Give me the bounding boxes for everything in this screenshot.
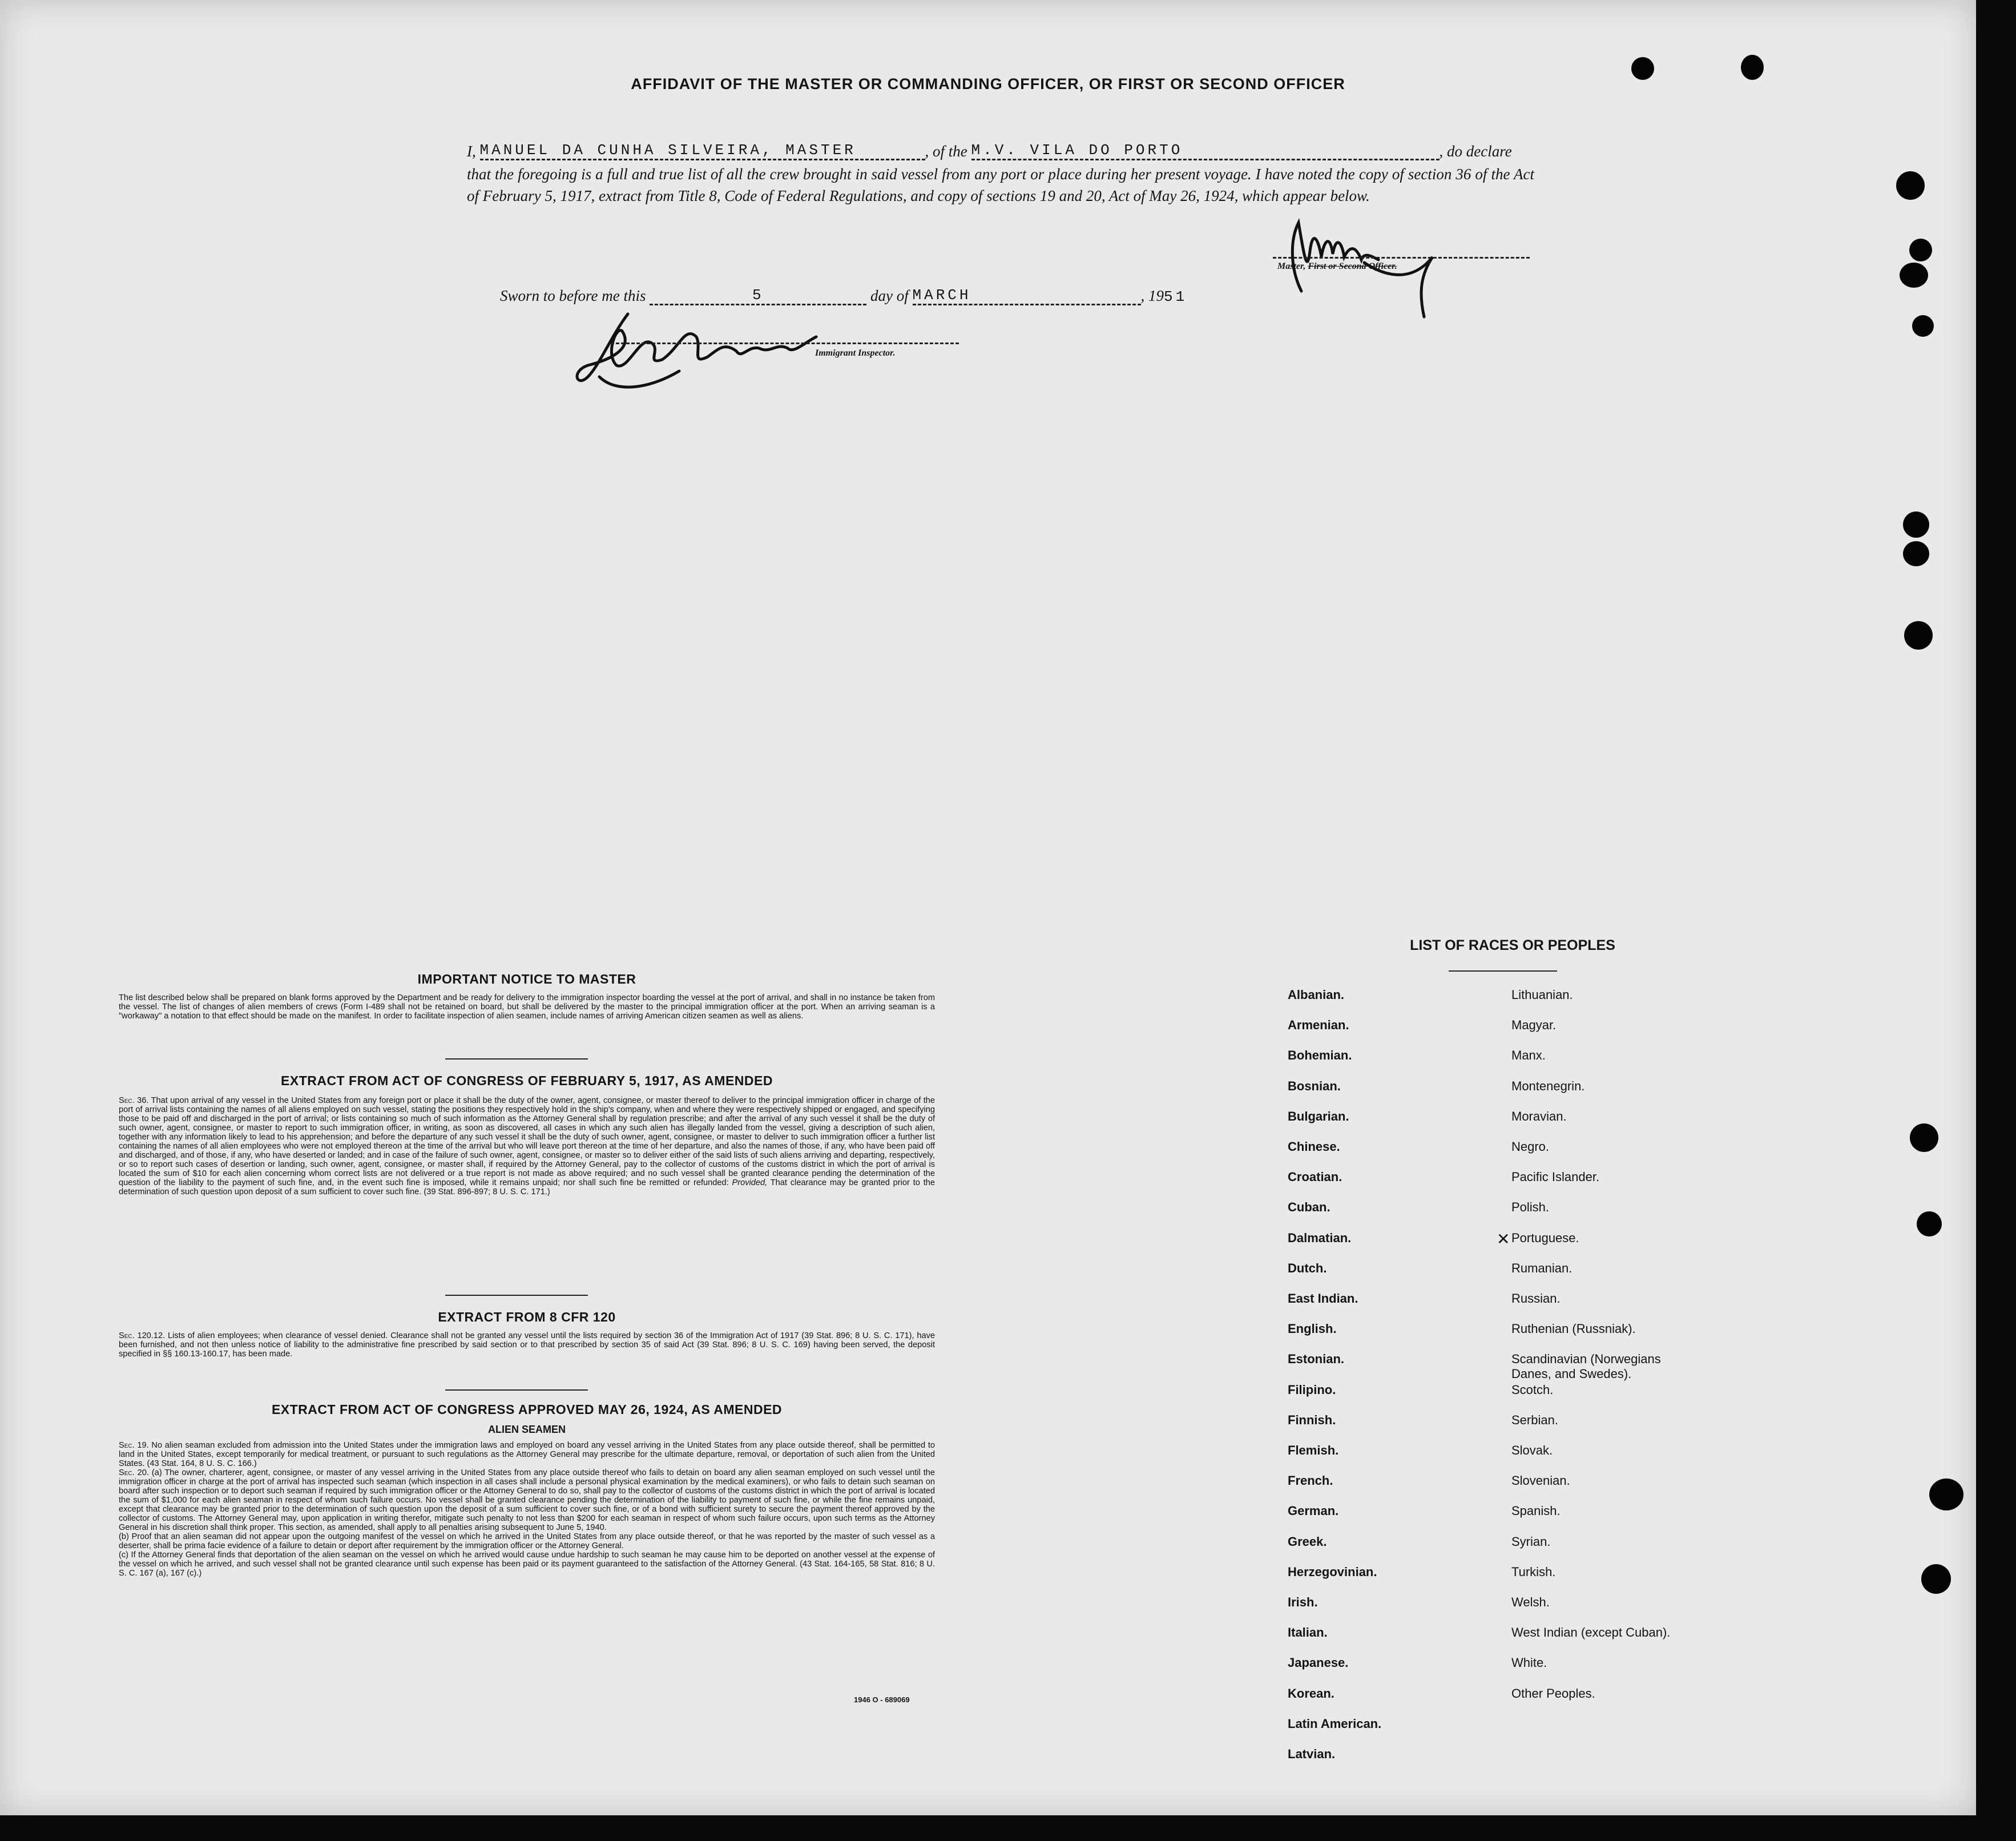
year-prefix: , 19 xyxy=(1140,287,1164,304)
race-item: Montenegrin. xyxy=(1511,1078,1585,1093)
race-item: German. xyxy=(1288,1504,1339,1518)
race-item: Slovenian. xyxy=(1511,1473,1570,1488)
race-item: Scotch. xyxy=(1511,1382,1554,1397)
race-item: Croatian. xyxy=(1288,1170,1342,1185)
affidavit-line-1 xyxy=(467,142,1534,160)
race-item: Turkish. xyxy=(1511,1564,1556,1579)
race-item: Slovak. xyxy=(1511,1443,1553,1457)
vessel-field: M.V. VILA DO PORTO xyxy=(971,142,1440,160)
race-item: White. xyxy=(1511,1655,1547,1670)
sec-20c-paragraph: (c) If the Attorney General finds that deportation of the alien seaman on the vessel on which he arrived would cause undue hardship to such seaman he may cause him to be deported on another vessel at the expense of the vessel on which he arrived, and such vessel shall not be granted clearance until such expense has been paid or its payment guaranteed to the satisfaction of the Attorney General. (43 Stat. 164-165, 58 Stat. 816; 8 U. S. C. 167 (a), 167 (c).) xyxy=(119,1550,935,1578)
race-item: Other Peoples. xyxy=(1511,1686,1595,1701)
sec-20-label: Sec. 20. xyxy=(119,1468,149,1477)
race-item: Armenian. xyxy=(1288,1018,1349,1033)
race-item: Serbian. xyxy=(1511,1412,1558,1427)
race-item: Pacific Islander. xyxy=(1511,1170,1600,1185)
document-title: AFFIDAVIT OF THE MASTER OR COMMANDING OFFICER, OR FIRST OR SECOND OFFICER xyxy=(631,75,1345,92)
punch-hole xyxy=(1917,1211,1942,1236)
sec-120-body: Lists of alien employees; when clearance of vessel denied. Clearance shall not be granted any vessel until the lists required by section 36 of the Immigration Act of 1917 (39 Stat. 896; 8 U. S. C. 171), have been furnished, and not then unless notice of liability to the administrative fine prescribed by said section or to that prescribed by section 35 of said Act (39 Stat. 896; 8 U. S. C. 169) having been served, the deposit specified in §§ 160.13-160.17, has been made. xyxy=(119,1331,935,1359)
race-item: Estonian. xyxy=(1288,1352,1345,1367)
punch-hole xyxy=(1910,1123,1938,1152)
sec-120-label: Sec. 120.12. xyxy=(119,1331,166,1340)
race-item: West Indian (except Cuban). xyxy=(1511,1625,1671,1640)
race-item: Cuban. xyxy=(1288,1200,1330,1215)
extract-1924-text xyxy=(119,1441,935,1578)
sec-20a-body: (a) The owner, charterer, agent, consignee, or master of any vessel arriving in the United States from any place outside thereof who fails to detain on board any alien seaman employed on such vessel until the immigration officer in charge at the port of arrival has inspected such seaman (which inspection in all cases shall include a personal physical examination by the medical examiners), or who fails to detain such seaman on board after such inspection or to deport such seaman if required by such immigration officer or the Attorney General to do so, shall pay to the collector of customs of the customs district in which the port of arrival is located the sum of $1,000 for each alien seaman in respect of whom such failure occurs. No vessel shall be granted clearance pending the determination of the liability to payment of such fine, or while the fine remains unpaid, except that clearance may be granted prior to the determination of such question upon the deposit of a sum sufficient to cover such fine, or of a bond with sufficient surety to secure the payment thereof approved by the collector of customs. The Attorney General may, upon application in writing therefor, mitigate such penalty to not less than $200 for each seaman in respect of whom such failure occurs, upon such terms as the Attorney General in his discretion shall think proper. This section, as amended, shall apply to all penalties arising subsequent to June 5, 1940. xyxy=(119,1468,935,1532)
race-item: Latvian. xyxy=(1288,1747,1336,1761)
extract-8cfr-title: EXTRACT FROM 8 CFR 120 xyxy=(438,1310,616,1324)
sworn-day-field: 5 xyxy=(650,287,866,305)
race-item: Dalmatian. xyxy=(1288,1230,1352,1245)
extract-1917-text xyxy=(119,1096,935,1197)
sworn-month-field: MARCH xyxy=(913,287,1141,305)
sec-20b-paragraph: (b) Proof that an alien seaman did not appear upon the outgoing manifest of the vessel on which he arrived in the United States from any place outside thereof, or that he was reported by the master of such vessel as a deserter, shall be prima facie evidence of a failure to detain or deport after requirement by the immigration officer or the Attorney General. xyxy=(119,1532,935,1550)
punch-hole xyxy=(1912,315,1934,337)
notice-title: IMPORTANT NOTICE TO MASTER xyxy=(417,972,636,986)
race-item: Latin American. xyxy=(1288,1716,1382,1731)
race-item: Lithuanian. xyxy=(1511,988,1573,1002)
sworn-year-field: 51 xyxy=(1164,288,1188,305)
inspector-signature xyxy=(565,303,850,400)
punch-hole xyxy=(1909,239,1932,261)
punch-hole xyxy=(1896,171,1925,200)
officer-caption xyxy=(1277,261,1397,272)
race-item: French. xyxy=(1288,1473,1333,1488)
race-item: Rumanian. xyxy=(1511,1260,1573,1275)
proviso-label: Provided, xyxy=(732,1178,768,1187)
punch-hole xyxy=(1904,621,1933,650)
race-item: Japanese. xyxy=(1288,1655,1349,1670)
race-item: Flemish. xyxy=(1288,1443,1339,1457)
race-item: Scandinavian (Norwegians Danes, and Swedes). xyxy=(1511,1352,1661,1381)
race-item: Portuguese. xyxy=(1511,1230,1579,1245)
race-item: Ruthenian (Russniak). xyxy=(1511,1322,1636,1336)
race-item: Manx. xyxy=(1511,1048,1546,1063)
race-item: Welsh. xyxy=(1511,1595,1550,1609)
officer-caption-master: Master, xyxy=(1277,261,1308,271)
race-item: Syrian. xyxy=(1511,1534,1551,1549)
divider xyxy=(445,1295,588,1296)
race-item: Polish. xyxy=(1511,1200,1550,1215)
of-the-label: , of the xyxy=(925,143,967,160)
race-item: Spanish. xyxy=(1511,1504,1561,1518)
extract-8cfr-text xyxy=(119,1331,935,1359)
race-item: Dutch. xyxy=(1288,1260,1327,1275)
race-item: Russian. xyxy=(1511,1291,1561,1306)
punch-hole xyxy=(1903,541,1929,566)
race-item: Bosnian. xyxy=(1288,1078,1341,1093)
extract-1924-subtitle: ALIEN SEAMEN xyxy=(487,1424,566,1435)
check-mark-icon: ✕ xyxy=(1497,1229,1510,1248)
extract-1924-title: EXTRACT FROM ACT OF CONGRESS APPROVED MAY 26, 1924, AS AMENDED xyxy=(271,1402,783,1417)
race-item: Magyar. xyxy=(1511,1018,1557,1033)
divider xyxy=(445,1058,588,1060)
divider xyxy=(1449,970,1557,972)
divider xyxy=(445,1389,588,1391)
race-item: Irish. xyxy=(1288,1595,1318,1609)
race-item: Albanian. xyxy=(1288,988,1345,1002)
day-of-label: day of xyxy=(870,287,909,304)
punch-hole xyxy=(1900,263,1928,288)
race-item: Italian. xyxy=(1288,1625,1328,1640)
race-item: English. xyxy=(1288,1322,1337,1336)
punch-hole xyxy=(1921,1564,1951,1594)
race-item: Greek. xyxy=(1288,1534,1327,1549)
inspector-caption: Immigrant Inspector. xyxy=(815,348,896,358)
race-item: Finnish. xyxy=(1288,1412,1336,1427)
race-item: Negro. xyxy=(1511,1139,1550,1154)
notice-text: The list described below shall be prepared on blank forms approved by the Department and be ready for delivery to the immigration inspector boarding the vessel at the port of arrival, and shall in no instance be taken from the vessel. The list of changes of alien members of crews (Form I-489 shall not be retained on board, but shall be delivered by the master to the principal immigration officer at the port. When an arriving seaman is a "workaway" a notation to that effect should be made on the manifest. In order to facilitate inspection of alien seamen, include names of arriving American citizen seamen as well as aliens. xyxy=(119,993,935,1021)
race-item: Filipino. xyxy=(1288,1382,1336,1397)
declarant-field: MANUEL DA CUNHA SILVEIRA, MASTER xyxy=(480,142,925,160)
race-item: Moravian. xyxy=(1511,1109,1567,1123)
sec-36-label: Sec. 36. xyxy=(119,1096,149,1105)
master-signature-line xyxy=(1273,257,1530,259)
inspector-signature-line xyxy=(611,343,959,344)
race-item: Bulgarian. xyxy=(1288,1109,1349,1123)
sec-19-body: No alien seaman excluded from admission into the United States under the immigration laws and employed on board any vessel arriving in the United States from any place outside thereof, shall be permitted to land in the United States, except temporarily for medical treatment, or pursuant to such regulations as the Attorney General may prescribe for the ultimate departure, removal, or deportation of such alien from the United States. (43 Stat. 164, 8 U. S. C. 166.) xyxy=(119,1441,935,1468)
extract-1917-title: EXTRACT FROM ACT OF CONGRESS OF FEBRUARY 5, 1917, AS AMENDED xyxy=(281,1073,773,1088)
race-item: East Indian. xyxy=(1288,1291,1358,1306)
sec-19-label: Sec. 19. xyxy=(119,1441,149,1450)
race-item: Chinese. xyxy=(1288,1139,1340,1154)
sworn-prefix: Sworn to before me this xyxy=(500,287,646,304)
race-item: Korean. xyxy=(1288,1686,1334,1701)
do-declare-label: , do declare xyxy=(1439,143,1512,160)
sec-19-paragraph xyxy=(119,1441,935,1468)
race-item: Bohemian. xyxy=(1288,1048,1352,1063)
proviso-text: That clearance may be granted prior to the determination of such question upon deposit of a sum sufficient to cover such fine. (39 Stat. 896-897; 8 U. S. C. 171.) xyxy=(119,1178,935,1197)
race-item: Herzegovinian. xyxy=(1288,1564,1377,1579)
print-code: 1946 O - 689069 xyxy=(854,1695,910,1704)
officer-caption-struck: First or Second Officer. xyxy=(1308,261,1397,271)
races-title: LIST OF RACES OR PEOPLES xyxy=(1410,937,1615,953)
sec-20a-paragraph xyxy=(119,1468,935,1532)
sec-36-body: That upon arrival of any vessel in the United States from any foreign port or place it shall be the duty of the owner, agent, consignee, or master thereof to deliver to the principal immigration officer in charge of the port of arrival lists containing the names of all aliens employed on such vessel, stating the positions they respectively hold in the ship's company, when and where they were respectively shipped or engaged, and specifying those to be paid off and discharged in the port of arrival; or lists containing so much of such information as the Attorney General shall by regulation prescribe; and after the arrival of any such vessel it shall be the duty of such owner, agent, consignee, or master to report to such immigration officer, in writing, as soon as discovered, all cases in which any such alien has illegally landed from the vessel, giving a description of such alien, together with any information likely to lead to his apprehension; and before the departure of any such vessel it shall be the duty of such owner, agent, consignee, or master to deliver to such immigration officer a further list containing the names of all alien employees who were not employed thereon at the time of the arrival but who will leave port thereon at the time of her departure, and also the names of those, if any, who have been paid off and discharged, and of those, if any, who have deserted or landed; and in case of the failure of such owner, agent, consignee, or master so to deliver either of the said lists of such aliens arriving and departing, respectively, or so to report such cases of desertion or landing, such owner, agent, consignee, or master shall, if required by the Attorney General, pay to the collector of customs of the customs district in which the port of arrival is located the sum of $10 for each alien concerning whom correct lists are not delivered or a true report is not made as above required; and no such vessel shall be granted clearance pending the determination of the question of the liability to the payment of such fine, and, in the event such fine is imposed, while it remains unpaid; nor shall such fine be remitted or refunded: xyxy=(119,1096,935,1187)
punch-hole xyxy=(1929,1479,1963,1510)
punch-hole xyxy=(1903,511,1929,538)
affidavit-body: that the foregoing is a full and true list of all the crew brought in said vessel from any port or place during her present voyage. I have noted the copy of section 36 of the Act of February 5, 1917, extract from Title 8, Code of Federal Regulations, and copy of sections 19 and 20, Act of May 26, 1924, which appear below. xyxy=(467,166,1534,204)
affidavit-prefix: I, xyxy=(467,143,476,160)
